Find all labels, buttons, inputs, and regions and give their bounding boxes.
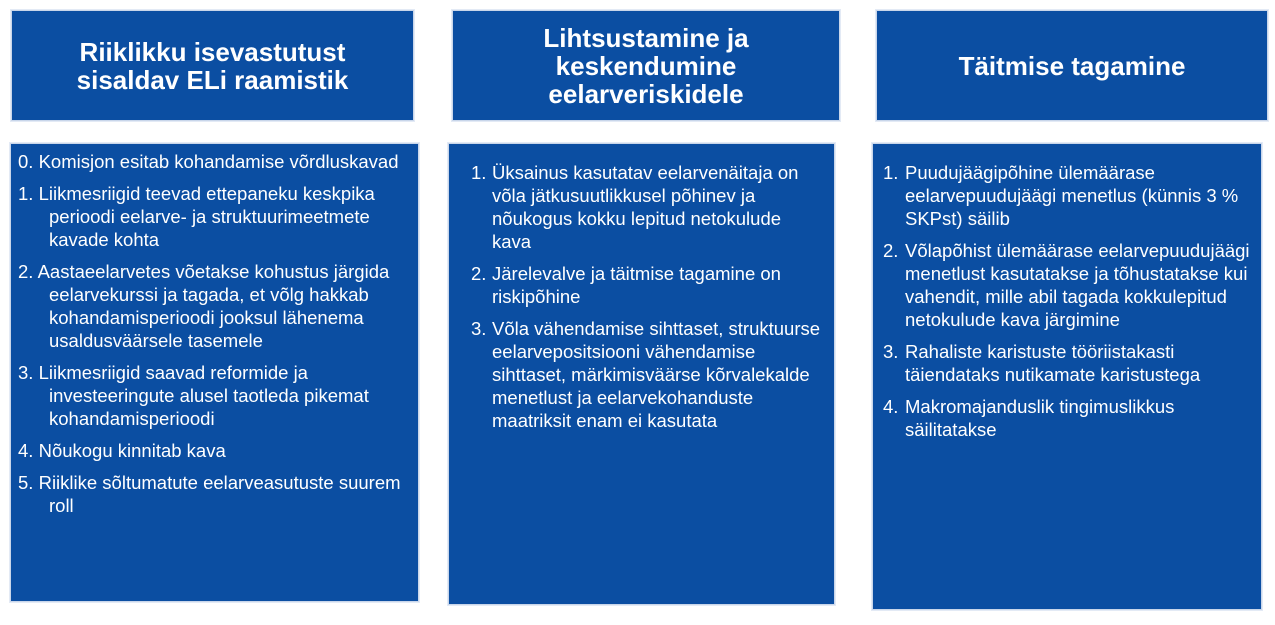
list-item (18, 150, 410, 173)
list-item (18, 471, 410, 517)
item-number: 0. (18, 151, 34, 172)
column-3-header: Täitmise tagamine (876, 10, 1268, 121)
list-item (883, 239, 1251, 331)
column-3-box (872, 143, 1262, 610)
item-text: Riiklike sõltumatute eelarveasutuste suurem roll (38, 472, 401, 516)
item-number: 1. (471, 162, 487, 183)
item-number: 5. (18, 472, 34, 493)
list-item (883, 340, 1251, 386)
item-text: Järelevalve ja täitmise tagamine on riskipõhine (492, 263, 781, 307)
item-text: Üksainus kasutatav eelarvenäitaja on võla jätkusuutlikkusel põhinev ja nõukogus kokku lepitud netokulude kava (492, 162, 799, 252)
item-text: Võla vähendamise sihttaset, struktuurse eelarvepositsiooni vähendamise sihttaset, märkimisväärse kõrvalekalde menetlust ja eelarvekohanduste maatriksit enam ei kasutata (492, 318, 821, 431)
list-item (18, 182, 410, 251)
item-number: 3. (18, 362, 34, 383)
item-number: 3. (471, 318, 487, 339)
item-number: 1. (18, 183, 34, 204)
item-number: 4. (883, 396, 899, 417)
list-item (883, 161, 1251, 230)
column-3-list (883, 161, 1251, 441)
item-number: 2. (471, 263, 487, 284)
item-text: Makromajanduslik tingimuslikkus säilitatakse (905, 396, 1175, 440)
item-number: 3. (883, 341, 899, 362)
item-number: 2. (18, 261, 34, 282)
column-1-list (18, 150, 410, 517)
column-2-header: Lihtsustamine ja keskendumine eelarveriskidele (452, 10, 840, 121)
list-item (18, 361, 410, 430)
item-text: Nõukogu kinnitab kava (38, 440, 226, 461)
list-item (471, 161, 824, 253)
list-item (18, 439, 410, 462)
item-text: Rahaliste karistuste tööriistakasti täiendataks nutikamate karistustega (905, 341, 1201, 385)
column-1-box (10, 143, 419, 602)
item-text: Komisjon esitab kohandamise võrdluskavad (38, 151, 399, 172)
list-item (18, 260, 410, 352)
column-2-list (471, 161, 824, 432)
list-item (471, 317, 824, 432)
item-number: 4. (18, 440, 34, 461)
item-text: Aastaeelarvetes võetakse kohustus järgida eelarvekurssi ja tagada, et võlg hakkab kohandamisperioodi jooksul lähenema usaldusväärsele tasemele (37, 261, 390, 351)
column-2-box (448, 143, 835, 605)
column-1-header: Riiklikku isevastutust sisaldav ELi raamistik (11, 10, 414, 121)
item-text: Liikmesriigid saavad reformide ja investeeringute alusel taotleda pikemat kohandamisperioodi (38, 362, 369, 429)
item-number: 1. (883, 162, 899, 183)
list-item (883, 395, 1251, 441)
item-number: 2. (883, 240, 899, 261)
item-text: Liikmesriigid teevad ettepaneku keskpika perioodi eelarve- ja struktuurimeetmete kavade kohta (38, 183, 375, 250)
item-text: Puudujäägipõhine ülemäärase eelarvepuudujäägi menetlus (künnis 3 % SKPst) säilib (905, 162, 1239, 229)
item-text: Võlapõhist ülemäärase eelarvepuudujäägi menetlust kasutatakse ja tõhustatakse kui vahendit, mille abil tagada kokkulepitud netokulude kava järgimine (905, 240, 1250, 330)
list-item (471, 262, 824, 308)
